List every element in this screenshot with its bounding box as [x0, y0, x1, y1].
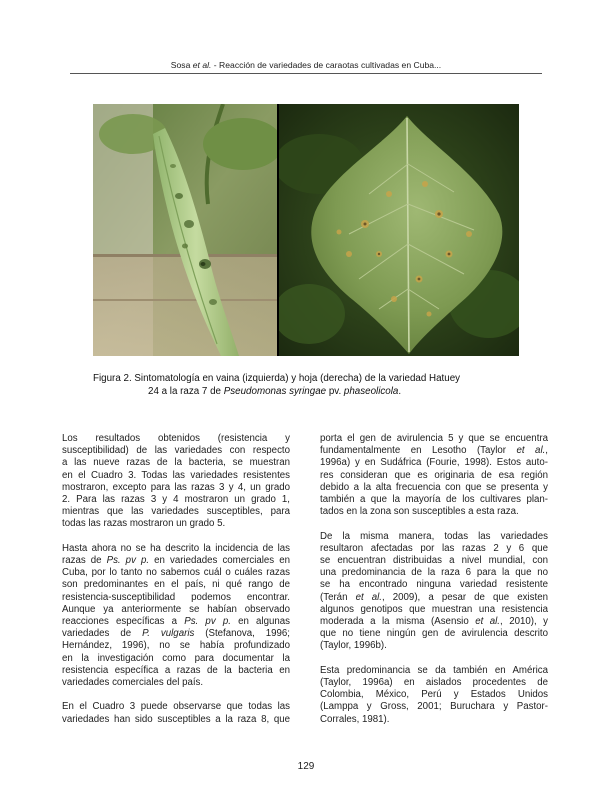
text-line: mostraron, excepto para las razas 3 y 4, un grado [62, 481, 290, 493]
text-line: son predominantes en el país, ni qué rango de [62, 579, 290, 591]
text-line: Hasta ahora no se ha descrito la incidencia de las [62, 542, 290, 554]
caption-text: pv. [326, 386, 344, 397]
right-column [320, 433, 548, 738]
running-header [70, 60, 542, 70]
text-line: en el Cuadro 3. Todas las variedades resistentes [62, 469, 290, 481]
text-line: resultaron afectadas por las razas 2 y 6 que [320, 542, 548, 554]
paragraph-results [62, 433, 290, 531]
text-line: Colombia, México, Perú y Estados Unidos [320, 689, 548, 701]
page-number: 129 [297, 761, 315, 772]
text-run: , [545, 445, 548, 457]
paragraph-america [320, 665, 548, 726]
text-line [320, 445, 548, 457]
text-line: mientras que las variedades susceptibles, para [62, 506, 290, 518]
text-italic: et al. [475, 616, 501, 628]
text-run: variedades de [62, 628, 143, 640]
text-run: , 2009), a pesar de que existen [381, 591, 548, 603]
text-run: en algunas [230, 616, 290, 628]
text-line: 1996a) y en Sudáfrica (Fourie, 1998). Estos auto- [320, 457, 548, 469]
text-run: (Terán [320, 591, 356, 603]
text-line: (Taylor, 1996b). [320, 640, 387, 652]
text-line: variedades han sido susceptibles a la raza 8, que [62, 713, 290, 725]
paragraph-avirulence [320, 433, 548, 518]
text-run: en variedades comerciales en [149, 555, 290, 567]
text-italic: et al. [355, 591, 382, 603]
photo-bean-leaf [279, 104, 519, 356]
text-line: debido a la alta frecuencia con que se presenta y [320, 481, 548, 493]
paragraph-incidence [62, 543, 290, 689]
text-run: moderada a la misma (Asensio [320, 616, 476, 628]
text-line: que no tiene ningún gen de avirulencia descrito [320, 628, 548, 640]
caption-line-1: Figura 2. Sintomatología en vaina (izquierda) y hoja (derecha) de la variedad Hatuey [93, 373, 461, 384]
header-authors: Sosa [170, 60, 193, 70]
text-line: Cuba, por lo tanto no sabemos cuál o cuáles razas [62, 567, 290, 579]
text-line: todas las razas mostraron un grado 5. [62, 518, 226, 530]
text-italic: P. vulgaris [142, 628, 195, 640]
text-run: reacciones específicas a [62, 616, 185, 628]
text-line: Los resultados obtenidos (resistencia y [62, 433, 290, 444]
text-line [62, 616, 290, 628]
caption-line-2 [93, 385, 533, 398]
text-line: porta el gen de avirulencia 5 y que se encuentra [320, 433, 548, 444]
text-line: también a que la mayoría de los cultivares plan- [320, 494, 548, 506]
text-italic: et al. [516, 445, 546, 457]
text-line [62, 628, 290, 640]
text-line [62, 555, 290, 567]
text-line: tados en la zona son susceptibles a esta raza. [320, 506, 519, 518]
text-line: Esta predominancia se da también en América [320, 664, 548, 676]
text-line: Aunque ya anteriormente se habían observado [62, 603, 290, 615]
paragraph-cuadro3 [62, 701, 290, 725]
text-line: res consideran que es originaria de esa región [320, 469, 548, 481]
text-line: algunos genotipos que muestran una resistencia [320, 603, 548, 615]
caption-text: 24 a la raza 7 de [148, 386, 224, 397]
header-rule [70, 73, 542, 74]
header-etal: et al. [192, 60, 212, 70]
text-run: , 2010), y [500, 616, 548, 628]
text-line: a las nueve razas de la bacteria, se muestran [62, 457, 290, 469]
text-line: resistencia-susceptibilidad podemos encontrar. [62, 591, 290, 603]
figure-2 [93, 104, 519, 356]
figure-caption [93, 372, 533, 398]
text-line: Hernández, 1996), no se había profundizado [62, 640, 290, 652]
text-line: se encuentran distribuidas a nivel mundial, con [320, 555, 548, 567]
text-line: en la investigación como para documentar la [62, 652, 290, 664]
text-line: variedades comerciales del país. [62, 677, 204, 689]
text-line [320, 616, 548, 628]
text-line: En el Cuadro 3 puede observarse que todas las [62, 701, 290, 713]
paragraph-races-2-6 [320, 531, 548, 653]
text-line: (Taylor, 1996a) en aislados procedentes de [320, 677, 548, 689]
caption-pathovar: phaseolicola [343, 386, 399, 397]
photo-bean-pod [93, 104, 277, 356]
text-line: susceptibilidad) de las variedades con respecto [62, 445, 290, 457]
text-italic: Ps. pv p. [106, 555, 150, 567]
text-run: fundamentalmente en Lesotho (Taylor [320, 445, 517, 457]
left-column [62, 433, 290, 738]
caption-species: Pseudomonas syringae [223, 386, 327, 397]
caption-text: . [398, 386, 402, 397]
text-italic: Ps. pv p. [184, 616, 231, 628]
text-line [320, 592, 548, 604]
header-title: - Reacción de variedades de caraotas cultivadas en Cuba... [211, 60, 442, 70]
text-line: (Lamppa y Gross, 2001; Buruchara y Pastor- [320, 701, 548, 713]
text-run: (Stefanova, 1996; [194, 628, 290, 640]
text-line: Corrales, 1981). [320, 713, 390, 725]
text-line: De la misma manera, todas las variedades [320, 530, 548, 542]
text-line: una predominancia de la raza 6 para la que no [320, 567, 548, 579]
text-line: resistencia específica a razas de la bacteria en [62, 664, 290, 676]
text-line: se ha encontrado ninguna variedad resistente [320, 579, 548, 591]
text-run: razas de [62, 555, 107, 567]
text-line: 2. Para las razas 3 y 4 mostraron un grado 1, [62, 494, 290, 506]
